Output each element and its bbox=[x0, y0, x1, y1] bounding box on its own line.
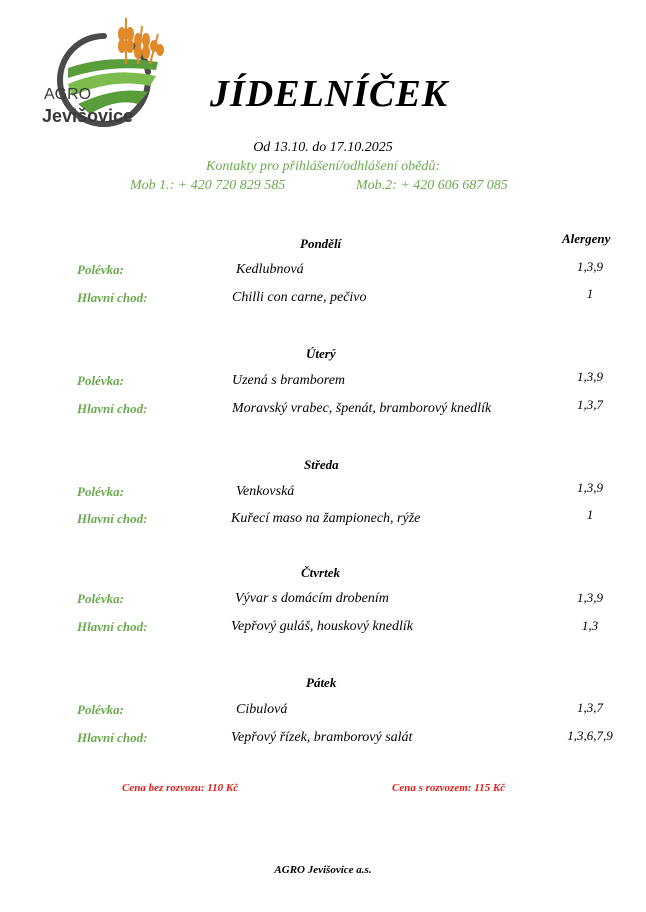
soup-allergens: 1,3,9 bbox=[577, 369, 603, 384]
soup-label: Polévka: bbox=[77, 702, 124, 717]
soup-allergens: 1,3,7 bbox=[577, 700, 603, 715]
menu-period: Od 13.10. do 17.10.2025 bbox=[253, 140, 393, 155]
main-allergens: 1 bbox=[586, 507, 594, 522]
main-allergens: 1 bbox=[586, 286, 594, 301]
allergens-header: Alergeny bbox=[562, 231, 611, 246]
day-name: Pondělí bbox=[300, 236, 342, 251]
soup-dish: Uzená s bramborem bbox=[232, 373, 346, 388]
day-name: Středa bbox=[304, 457, 339, 472]
day-name: Pátek bbox=[306, 675, 337, 690]
main-allergens: 1,3 bbox=[581, 618, 599, 633]
main-dish: Vepřový řízek, bramborový salát bbox=[231, 730, 413, 745]
company-logo bbox=[38, 6, 170, 134]
main-label: Hlavní chod: bbox=[77, 730, 148, 745]
soup-dish: Vývar s domácím drobením bbox=[235, 591, 389, 606]
page-title: JÍDELNÍČEK bbox=[210, 73, 449, 115]
main-allergens: 1,3,6,7,9 bbox=[567, 728, 613, 743]
soup-label: Polévka: bbox=[77, 484, 124, 499]
main-dish: Kuřecí maso na žampionech, rýže bbox=[231, 511, 421, 526]
soup-label: Polévka: bbox=[77, 591, 124, 606]
soup-label: Polévka: bbox=[77, 373, 124, 388]
soup-allergens: 1,3,9 bbox=[577, 590, 603, 605]
phone-2: Mob.2: + 420 606 687 085 bbox=[356, 178, 508, 193]
day-name: Čtvrtek bbox=[301, 565, 340, 580]
main-label: Hlavní chod: bbox=[77, 290, 148, 305]
main-allergens: 1,3,7 bbox=[577, 397, 603, 412]
soup-allergens: 1,3,9 bbox=[577, 259, 603, 274]
price-with-delivery: Cena s rozvozem: 115 Kč bbox=[392, 782, 506, 794]
soup-label: Polévka: bbox=[77, 262, 124, 277]
main-dish: Chilli con carne, pečivo bbox=[232, 290, 367, 305]
price-without-delivery: Cena bez rozvozu: 110 Kč bbox=[122, 782, 239, 794]
footer-company: AGRO Jevišovice a.s. bbox=[274, 864, 372, 876]
main-label: Hlavní chod: bbox=[77, 619, 148, 634]
soup-dish: Cibulová bbox=[236, 702, 288, 717]
main-label: Hlavní chod: bbox=[77, 511, 148, 526]
main-dish: Vepřový guláš, houskový knedlík bbox=[231, 619, 413, 634]
soup-dish: Venkovská bbox=[236, 484, 295, 499]
contacts-label: Kontakty pro přihlášení/odhlášení obědů: bbox=[206, 159, 440, 174]
main-dish: Moravský vrabec, špenát, bramborový knedlík bbox=[232, 401, 492, 416]
soup-dish: Kedlubnová bbox=[236, 262, 304, 277]
logo-line-agro: AGRO bbox=[44, 86, 92, 103]
logo-line-jevisovice: Jevišovice bbox=[42, 106, 134, 126]
main-label: Hlavní chod: bbox=[77, 401, 148, 416]
soup-allergens: 1,3,9 bbox=[577, 480, 603, 495]
phone-1: Mob 1.: + 420 720 829 585 bbox=[130, 178, 286, 193]
day-name: Úterý bbox=[306, 346, 336, 361]
